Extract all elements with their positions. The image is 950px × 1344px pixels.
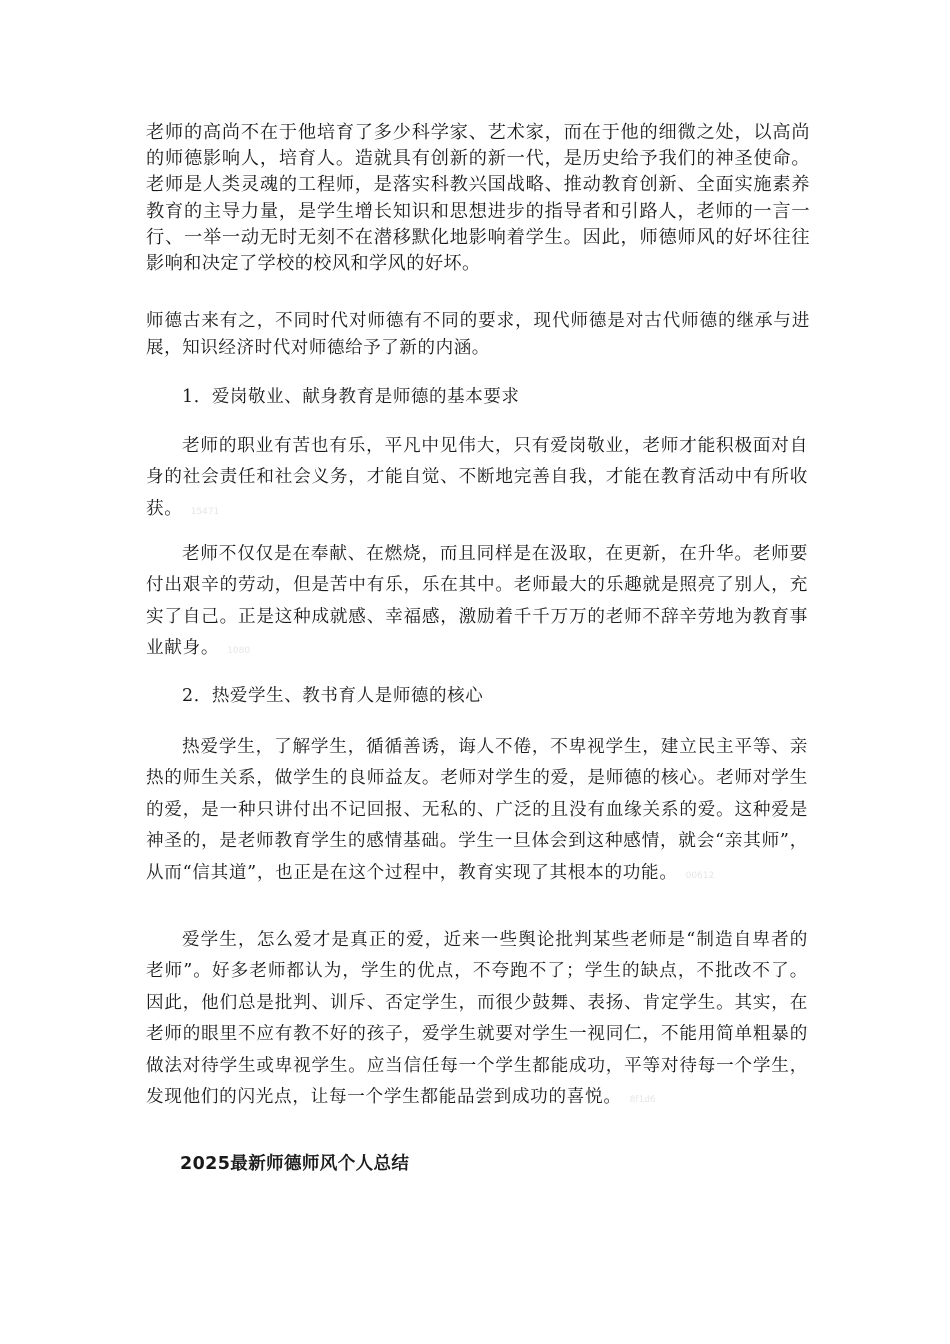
paragraph-text: 爱学生，怎么爱才是真正的爱，近来一些舆论批判某些老师是“制造自卑者的老师”。好多老师都认为，学生的优点，不夸跑不了；学生的缺点，不批改不了。因此，他们总是批判、训斥、否定学生，而很少鼓舞、表扬、肯定学生。其实，在老师的眼里不应有教不好的孩子，爱学生就要对学生一视同仁，不能用简单粗暴的做法对待学生或卑视学生。应当信任每一个学生都能成功，平等对待每一个学生，发现他们的闪光点，让每一个学生都能品尝到成功的喜悦。: [146, 930, 808, 1108]
watermark-code: 15471: [190, 506, 220, 517]
section-2-paragraph-2: [146, 925, 808, 1116]
section-1-heading: 1．爱岗敬业、献身教育是师德的基本要求: [182, 387, 520, 407]
paragraph-text: 老师的职业有苦也有乐，平凡中见伟大，只有爱岗敬业，老师才能积极面对自身的社会责任和社会义务，才能自觉、不断地完善自我，才能在教育活动中有所收获。: [146, 436, 808, 519]
second-paragraph: 师德古来有之，不同时代对师德有不同的要求，现代师德是对古代师德的继承与进展，知识经济时代对师德给予了新的内涵。: [146, 311, 810, 358]
intro-paragraph: 老师的高尚不在于他培育了多少科学家、艺术家，而在于他的细微之处，以高尚的师德影响人，培育人。造就具有创新的新一代，是历史给予我们的神圣使命。老师是人类灵魂的工程师，是落实科教兴国战略、推动教育创新、全面实施素养教育的主导力量，是学生增长知识和思想进步的指导者和引路人，老师的一言一行、一举一动无时无刻不在潜移默化地影响着学生。因此，师德师风的好坏往往影响和决定了学校的校风和学风的好坏。: [146, 122, 810, 275]
next-document-title: 2025最新师德师风个人总结: [180, 1154, 410, 1174]
watermark-code: 8f1d6: [629, 1095, 656, 1106]
section-1-paragraph-2: [146, 539, 808, 668]
paragraph-text: 热爱学生，了解学生，循循善诱，诲人不倦，不卑视学生，建立民主平等、亲热的师生关系，做学生的良师益友。老师对学生的爱，是师德的核心。老师对学生的爱，是一种只讲付出不记回报、无私的、广泛的且没有血缘关系的爱。这种爱是神圣的，是老师教育学生的感情基础。学生一旦体会到这种感情，就会“亲其师”，从而“信其道”，也正是在这个过程中，教育实现了其根本的功能。: [146, 737, 808, 883]
watermark-code: 00612: [685, 870, 715, 881]
watermark-code: 1080: [227, 646, 251, 657]
section-2-heading: 2．热爱学生、教书育人是师德的核心: [182, 686, 484, 706]
section-1-paragraph-1: [146, 431, 808, 528]
section-2-paragraph-1: [146, 732, 808, 892]
paragraph-text: 老师不仅仅是在奉献、在燃烧，而且同样是在汲取，在更新，在升华。老师要付出艰辛的劳动，但是苦中有乐，乐在其中。老师最大的乐趣就是照亮了别人，充实了自己。正是这种成就感、幸福感，激励着千千万万的老师不辞辛劳地为教育事业献身。: [146, 544, 808, 659]
